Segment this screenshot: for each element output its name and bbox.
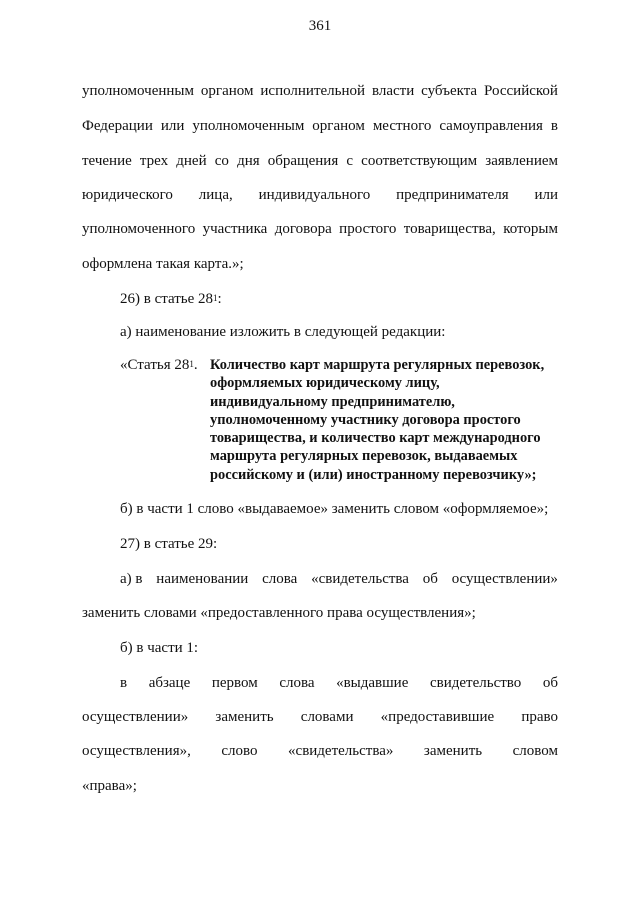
word: обращения (267, 153, 339, 169)
word: «предоставившие (380, 709, 495, 725)
item-26-suffix: : (217, 291, 222, 307)
item-26-text: 26) в статье 28 (120, 291, 214, 307)
article-title-line: российскому и (или) иностранному перевозчику»; (210, 466, 537, 483)
item-26 (120, 290, 558, 308)
abzac-line4: «права»; (82, 778, 137, 794)
word: свидетельство (429, 675, 522, 691)
word: или (534, 187, 558, 203)
word: индивидуального (258, 187, 371, 203)
word: с (346, 153, 354, 169)
word: «свидетельства (311, 571, 409, 587)
word: органом (200, 83, 254, 99)
item-26b: б) в части 1 слово «выдаваемое» заменить словом «оформляемое»; (120, 501, 549, 517)
word: об (422, 571, 438, 587)
para1-line6: оформлена такая карта.»; (82, 256, 244, 272)
word: которым (503, 221, 558, 237)
word: Федерации (82, 118, 153, 134)
word: наименовании (156, 571, 249, 587)
word: об (542, 675, 558, 691)
article-title-line: уполномоченному участнику договора простого (210, 411, 521, 428)
word: простого (339, 221, 397, 237)
word: уполномоченным (192, 118, 305, 134)
item-27b: б) в части 1: (120, 640, 199, 656)
para1-line3 (82, 152, 558, 170)
word: со (214, 153, 229, 169)
word: осуществления», (82, 743, 191, 759)
article-title-line: оформляемых юридическому лицу, (210, 375, 440, 392)
word: субъекта (421, 83, 478, 99)
article-title (210, 356, 565, 484)
abzac-line3 (82, 742, 558, 760)
word: власти (371, 83, 415, 99)
word: течение (82, 153, 132, 169)
para1-line5 (82, 220, 558, 238)
word: дня (237, 153, 260, 169)
word: органом (312, 118, 365, 134)
word: слово (221, 743, 258, 759)
word: участника (202, 221, 268, 237)
abzac-line1 (120, 674, 558, 692)
word: или (160, 118, 185, 134)
word: словом (512, 743, 558, 759)
word: словами (300, 709, 354, 725)
word: а) в (120, 571, 143, 587)
word: предпринимателя (396, 187, 509, 203)
word: дней (176, 153, 207, 169)
item-27a-line1 (120, 570, 558, 588)
item-27a-line2: заменить словами «предоставленного права осуществления»; (82, 605, 476, 621)
word: соответствующим (361, 153, 478, 169)
article-title-line: индивидуальному предпринимателю, (210, 393, 455, 410)
item-26a: а) наименование изложить в следующей редакции: (120, 324, 446, 340)
word: заменить (423, 743, 483, 759)
word: местного (372, 118, 432, 134)
word: заменить (215, 709, 274, 725)
word: в (120, 675, 128, 691)
para1-line2 (82, 117, 558, 135)
word: осуществлении» (82, 709, 189, 725)
word: исполнительной (260, 83, 366, 99)
word: уполномоченным (82, 83, 194, 99)
word: в (550, 118, 558, 134)
word: осуществлении» (451, 571, 558, 587)
word: трех (139, 153, 169, 169)
word: «свидетельства» (288, 743, 394, 759)
item-27: 27) в статье 29: (120, 536, 218, 552)
article-title-line: товарищества, и количество карт международного (210, 430, 541, 447)
word: абзаце (148, 675, 191, 691)
word: заявлением (485, 153, 558, 169)
article-title-line: Количество карт маршрута регулярных перевозок, (210, 357, 545, 373)
word: юридического (82, 187, 173, 203)
word: уполномоченного (82, 221, 196, 237)
word: договора (274, 221, 332, 237)
article-label (120, 356, 198, 374)
word: самоуправления (439, 118, 543, 134)
abzac-line2 (82, 708, 558, 726)
word: первом (211, 675, 258, 691)
word: слова (262, 571, 298, 587)
word: право (521, 709, 558, 725)
article-label-text: «Статья 28 (120, 357, 190, 373)
word: товарищества, (403, 221, 496, 237)
word: лица, (198, 187, 233, 203)
page-number: 361 (308, 18, 332, 34)
para1-line4 (82, 186, 558, 204)
article-label-suffix: . (193, 357, 198, 373)
article-title-line: маршрута регулярных перевозок, выдаваемых (210, 448, 518, 465)
word: Российской (484, 83, 558, 99)
para1-line1 (82, 82, 558, 100)
word: слова (279, 675, 315, 691)
article-label-sup: 1 (189, 359, 194, 369)
item-26-sup: 1 (213, 293, 218, 303)
word: «выдавшие (336, 675, 409, 691)
